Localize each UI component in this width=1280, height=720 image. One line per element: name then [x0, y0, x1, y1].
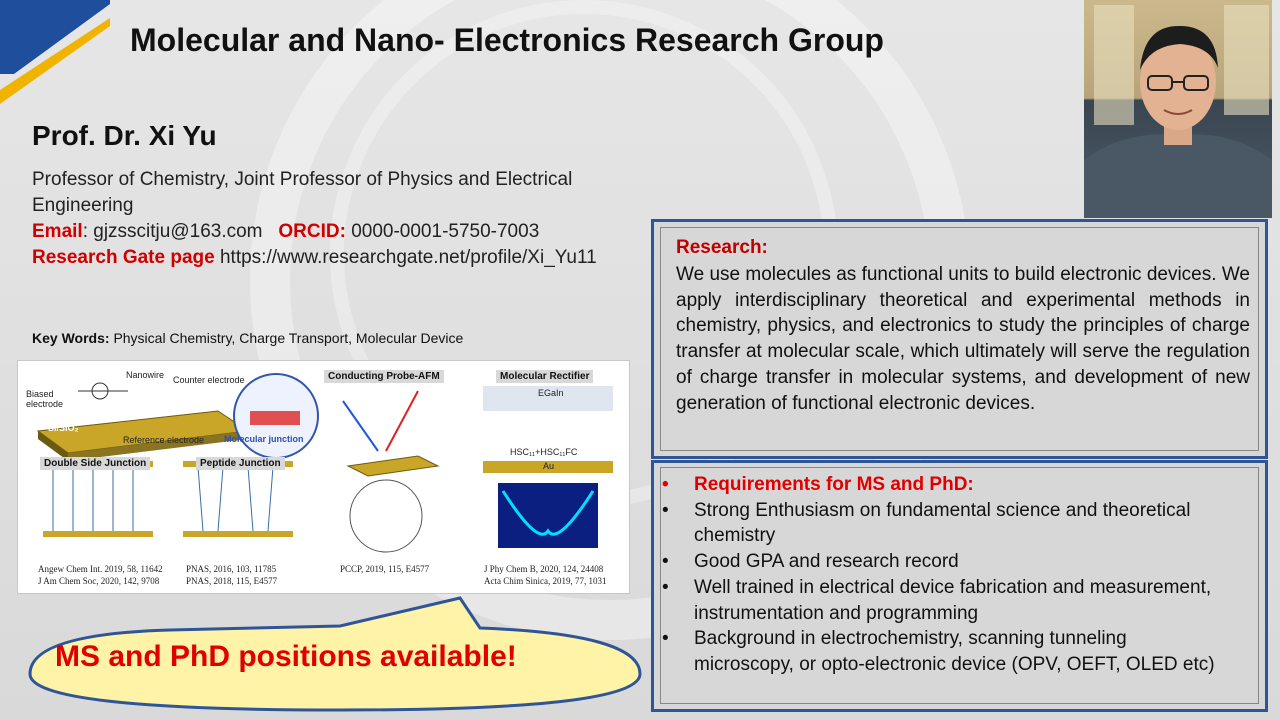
bullet-icon: •	[662, 499, 669, 521]
email-separator: :	[82, 221, 94, 242]
requirement-text: Strong Enthusiasm on fundamental science and theoretical chemistry	[694, 499, 1191, 547]
keywords-label: Key Words:	[32, 330, 110, 346]
requirement-text: Well trained in electrical device fabrication and measurement, instrumentation and programming	[694, 576, 1212, 624]
research-panel	[651, 219, 1268, 459]
contact-line	[32, 219, 647, 245]
orcid-value[interactable]: 0000-0001-5750-7003	[351, 221, 540, 242]
bullet-icon: •	[662, 576, 669, 598]
page-title: Molecular and Nano- Electronics Research Group	[130, 22, 884, 58]
ref-4b: Acta Chim Sinica, 2019, 77, 1031	[484, 576, 607, 586]
fig-hsc: HSC₁₁+HSC₁₁FC	[510, 447, 578, 457]
requirements-list	[662, 472, 1222, 678]
requirements-heading: Requirements for MS and PhD:	[694, 474, 974, 495]
profile-info	[32, 167, 647, 271]
requirements-heading-item	[662, 472, 1222, 498]
corner-stripe-decoration	[0, 0, 120, 110]
fig-molecular-junction: Molecular junction	[224, 434, 304, 444]
requirement-item	[662, 626, 1222, 677]
ref-3: PCCP, 2019, 115, E4577	[340, 564, 430, 574]
researchgate-line	[32, 245, 647, 271]
requirement-item	[662, 575, 1222, 626]
researchgate-label: Research Gate page	[32, 247, 215, 268]
fig-nanowire: Nanowire	[126, 370, 165, 380]
fig-double-side-label: Double Side Junction	[40, 457, 150, 470]
requirement-text: Background in electrochemistry, scanning tunneling microscopy, or opto-electronic device (OPV, OEFT, OLED etc)	[694, 628, 1215, 675]
research-figure	[17, 360, 630, 594]
research-description: We use molecules as functional units to build electronic devices. We apply interdisciplinary theoretical and experimental methods in chemistry, physics, and electronics to study the principles of charge transfer at molecular scale, which ultimately will serve the regulation of charge transfer in molecular systems, and development of new generation of functional electronic devices.	[676, 264, 1250, 414]
requirement-text: Good GPA and research record	[694, 551, 959, 573]
fig-egain: EGaIn	[538, 388, 564, 398]
portrait-illustration	[1084, 0, 1272, 218]
ref-4a: J Phy Chem B, 2020, 124, 24408	[484, 564, 604, 574]
fig-biased-electrode: Biased electrode	[26, 389, 64, 409]
orcid-label: ORCID:	[278, 221, 346, 242]
keywords-items: Physical Chemistry, Charge Transport, Molecular Device	[113, 330, 464, 346]
fig-au: Au	[543, 461, 555, 471]
fig-substrate: Si/SiO₂	[48, 423, 79, 433]
professor-name: Prof. Dr. Xi Yu	[32, 120, 217, 151]
keywords-line	[32, 330, 463, 346]
fig-cpafm-label: Conducting Probe-AFM	[324, 370, 444, 383]
ref-2b: PNAS, 2018, 115, E4577	[186, 576, 278, 586]
email-label: Email	[32, 221, 83, 242]
fig-rectifier-label: Molecular Rectifier	[496, 370, 593, 383]
requirement-item	[662, 498, 1222, 549]
ref-1b: J Am Chem Soc, 2020, 142, 9708	[38, 576, 160, 586]
research-heading: Research:	[676, 237, 768, 258]
bullet-icon: •	[662, 474, 669, 495]
requirements-panel	[651, 460, 1268, 712]
positions-available-text: MS and PhD positions available!	[55, 640, 517, 673]
researchgate-link[interactable]: https://www.researchgate.net/profile/Xi_Yu11	[219, 247, 597, 268]
bullet-icon: •	[662, 551, 669, 573]
fig-peptide-label: Peptide Junction	[196, 457, 285, 470]
ref-1a: Angew Chem Int. 2019, 58, 11642	[38, 564, 163, 574]
professor-photo	[1084, 0, 1272, 218]
fig-counter-electrode: Counter electrode	[173, 375, 245, 385]
bullet-icon: •	[662, 628, 669, 650]
position-text: Professor of Chemistry, Joint Professor of Physics and Electrical Engineering	[32, 169, 573, 216]
fig-reference-electrode: Reference electrode	[123, 435, 205, 445]
email-link[interactable]: gjzsscitju@163.com	[93, 221, 263, 242]
ref-2a: PNAS, 2016, 103, 11785	[186, 564, 277, 574]
requirement-item	[662, 549, 1222, 575]
